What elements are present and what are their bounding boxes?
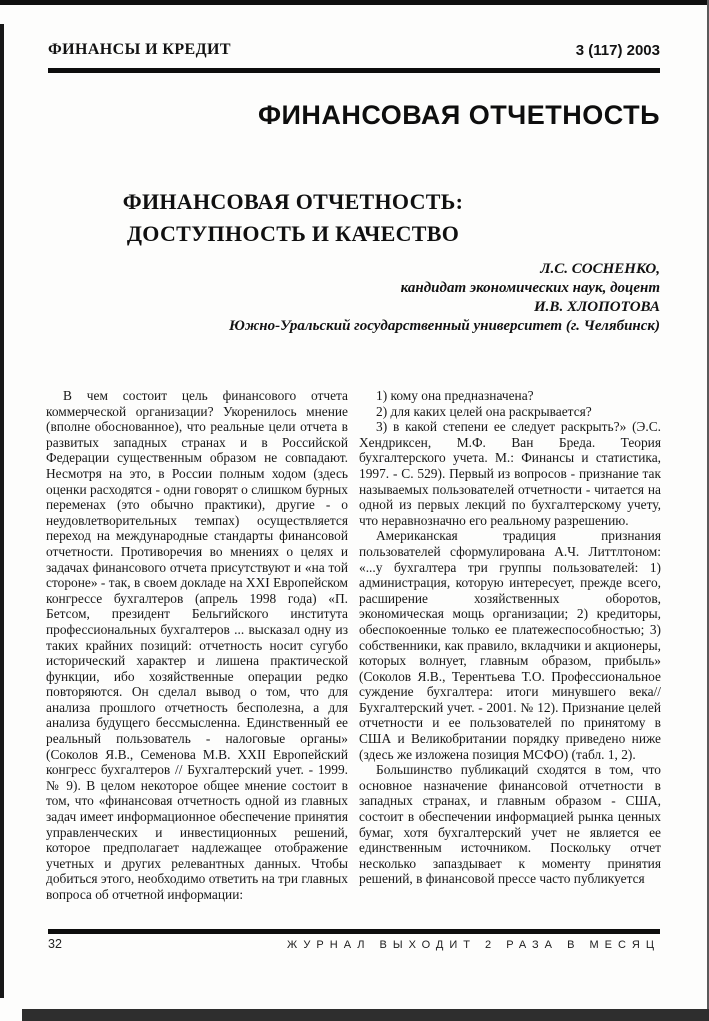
footer-rule: [48, 929, 660, 934]
section-title: ФИНАНСОВАЯ ОТЧЕТНОСТЬ: [257, 100, 660, 130]
body-right-column: [359, 388, 661, 903]
author-name: Л.С. СОСНЕНКО,: [540, 261, 660, 277]
paragraph: 3) в какой степени ее следует раскрыть?» (Э.С. Хендриксен, М.Ф. Ван Бреда. Теория бухгалтерского учета. М.: Финансы и статистика, 1997. - С. 529). Первый из вопросов - признание так называемых пользователей отчетности - читается на одной из первых лекций по бухгалтерскому учету, что неравнозначно его реальному разрешению.: [359, 419, 661, 528]
scan-edge-bottom: [22, 1009, 709, 1021]
author-degree: кандидат экономических наук, доцент: [400, 280, 660, 296]
article-body: [46, 388, 662, 903]
affiliation: Южно-Уральский государственный университет (г. Челябинск): [229, 318, 660, 334]
author-name-2: И.В. ХЛОПОТОВА: [534, 299, 660, 315]
list-item-2: 2) для каких целей она раскрывается?: [376, 403, 592, 419]
page-header: [48, 41, 660, 59]
page-number: 32: [48, 937, 62, 951]
paragraph: Американская традиция признания пользователей сформулирована А.Ч. Литтлтоном: «...у бухгалтера три группы пользователей: 1) администрация, которую интересует, прежде всего, расширение хозяйственных оборотов, экономическая мощь организации; 2) кредиторы, обеспокоенные только ее платежеспособностью; 3) собственники, как правило, вкладчики и акционеры, которых волнует, главным образом, прибыль» (Соколов Я.В., Терентьева Т.О. Профессиональное суждение бухгалтера: итоги минувшего века// Бухгалтерский учет. - 2001. № 12). Признание целей отчетности и ее пользователей по принятому в США и Великобритании порядку приведено ниже (здесь же изложена позиция МСФО) (табл. 1, 2).: [359, 528, 661, 762]
paragraph: В чем состоит цель финансового отчета коммерческой организации? Укоренилось мнение (вполне обоснованное), что реальные цели отчета в развитых западных странах и в Российской Федерации существенным образом не совпадают. Несмотря на это, в России полным ходом (здесь оценки расходятся - одни говорят о слишком бурных переменах (это обычно практики), другие - о неудовлетворительных темпах) осуществляется переход на международные стандарты финансовой отчетности. Противоречия во мнениях о целях и задачах финансового отчета присутствуют и «на той стороне» - так, в своем докладе на XXI Европейском конгрессе бухгалтеров (апрель 1998 года) «П. Бетсом, президент Бельгийского института профессиональных бухгалтеров ... высказал одну из таких крайних позиций: отчетность носит сугубо исторический характер и лишена практической функции, ибо хозяйственные операции редко повторяются. Он сделал вывод о том, что для анализа прошлого отчетность бесполезна, а для анализа будущего бессмысленна. Единственный ее реальный пользователь - налоговые органы» (Соколов Я.В., Семенова М.В. XXII Европейский конгресс бухгалтеров // Бухгалтерский учет. - 1999. № 9). В целом некоторое общее мнение состоит в том, что «финансовая отчетность одной из главных задач имеет информационное обеспечение принятия управленческих и инвестиционных решений, которое предполагает надлежащее отображение учетных и других релевантных данных. Чтобы добиться этого, необходимо ответить на три главных вопроса об отчетной информации:: [46, 388, 348, 902]
list-item-1: 1) кому она предназначена?: [376, 388, 534, 403]
journal-name: ФИНАНСЫ И КРЕДИТ: [48, 41, 231, 58]
header-rule: [48, 68, 660, 73]
article-title-line1: ФИНАНСОВАЯ ОТЧЕТНОСТЬ:: [122, 189, 464, 214]
scan-edge-top: [0, 0, 709, 5]
body-left-column: [46, 388, 348, 903]
authors-block: [48, 260, 660, 336]
issue-number: 3 (117) 2003: [575, 42, 660, 59]
article-title-line2: ДОСТУПНОСТЬ И КАЧЕСТВО: [126, 221, 460, 246]
paragraph: Большинство публикаций сходятся в том, что основное назначение финансовой отчетности в западных странах, и главным образом - США, состоит в обеспечении информацией рынка ценных бумаг, хотя бухгалтерский учет не является ее единственным источником. Поскольку отчет несколько запаздывает к моменту принятия решений, в финансовой прессе часто публикуется: [359, 762, 661, 887]
article-title: [48, 186, 660, 250]
page-footer: [48, 937, 660, 951]
scan-edge-left: [0, 24, 4, 998]
footer-slogan: ЖУРНАЛ ВЫХОДИТ 2 РАЗА В МЕСЯЦ: [287, 939, 660, 951]
